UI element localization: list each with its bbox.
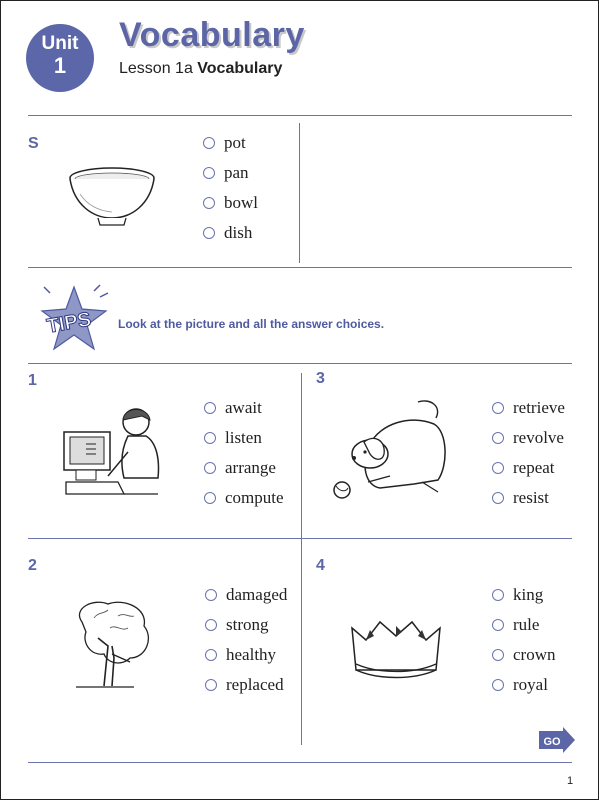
choices-4	[492, 580, 555, 700]
answer-bubble[interactable]	[492, 432, 504, 444]
choice-label: pot	[224, 133, 246, 152]
unit-number: 1	[53, 53, 67, 78]
go-label: GO	[543, 736, 561, 748]
boy-computer-picture	[62, 402, 162, 502]
answer-bubble[interactable]	[204, 432, 216, 444]
choice-label: retrieve	[513, 398, 565, 417]
choice-s-a[interactable]	[203, 128, 258, 158]
choice-label: compute	[225, 488, 284, 507]
unit-badge	[26, 24, 94, 92]
choice-3-a[interactable]	[492, 393, 565, 423]
answer-bubble[interactable]	[205, 619, 217, 631]
choices-s	[203, 128, 258, 248]
choice-1-d[interactable]	[204, 483, 284, 513]
choice-4-c[interactable]	[492, 640, 555, 670]
unit-label: Unit	[41, 33, 79, 54]
choice-label: await	[225, 398, 262, 417]
question-number-3: 3	[316, 370, 325, 387]
tips-star-icon	[30, 283, 112, 355]
choice-label: resist	[513, 488, 549, 507]
choice-3-b[interactable]	[492, 423, 565, 453]
answer-bubble[interactable]	[492, 679, 504, 691]
choice-1-c[interactable]	[204, 453, 284, 483]
answer-bubble[interactable]	[205, 649, 217, 661]
page-number: 1	[567, 775, 574, 787]
go-arrow-button[interactable]	[537, 727, 577, 753]
divider-center	[301, 373, 302, 745]
answer-bubble[interactable]	[492, 462, 504, 474]
answer-bubble[interactable]	[492, 619, 504, 631]
answer-bubble[interactable]	[492, 402, 504, 414]
choice-label: royal	[513, 675, 548, 694]
choice-label: bowl	[224, 193, 258, 212]
choice-label: replaced	[226, 675, 284, 694]
tips-badge-label: TIPS	[45, 308, 93, 338]
answer-bubble[interactable]	[204, 462, 216, 474]
answer-bubble[interactable]	[492, 589, 504, 601]
choice-label: pan	[224, 163, 249, 182]
choices-1	[204, 393, 284, 513]
choice-label: strong	[226, 615, 269, 634]
lesson-bold: Vocabulary	[197, 60, 283, 77]
divider-tips-bottom	[28, 363, 572, 364]
divider-middle	[28, 538, 572, 539]
choice-4-a[interactable]	[492, 580, 555, 610]
answer-bubble[interactable]	[203, 137, 215, 149]
choice-label: king	[513, 585, 544, 604]
broken-tree-picture	[68, 598, 158, 693]
question-number-s: S	[28, 135, 39, 152]
choice-label: listen	[225, 428, 262, 447]
answer-bubble[interactable]	[204, 402, 216, 414]
choice-label: damaged	[226, 585, 288, 604]
choice-label: healthy	[226, 645, 277, 664]
choice-2-d[interactable]	[205, 670, 287, 700]
answer-bubble[interactable]	[205, 589, 217, 601]
choice-3-d[interactable]	[492, 483, 565, 513]
puppy-picture	[330, 396, 455, 504]
answer-bubble[interactable]	[492, 649, 504, 661]
choice-1-a[interactable]	[204, 393, 284, 423]
choice-1-b[interactable]	[204, 423, 284, 453]
answer-bubble[interactable]	[205, 679, 217, 691]
answer-bubble[interactable]	[203, 167, 215, 179]
choice-4-b[interactable]	[492, 610, 555, 640]
page-title: Vocabulary	[119, 16, 305, 54]
choices-2	[205, 580, 287, 700]
crown-picture	[348, 614, 444, 684]
choice-4-d[interactable]	[492, 670, 555, 700]
lesson-prefix: Lesson 1a	[119, 60, 193, 77]
choice-label: dish	[224, 223, 253, 242]
lesson-subtitle	[119, 60, 282, 78]
bowl-picture	[66, 164, 158, 230]
answer-bubble[interactable]	[203, 197, 215, 209]
answer-bubble[interactable]	[203, 227, 215, 239]
choice-label: rule	[513, 615, 540, 634]
choice-2-b[interactable]	[205, 610, 287, 640]
choice-2-a[interactable]	[205, 580, 287, 610]
choice-s-d[interactable]	[203, 218, 258, 248]
question-number-1: 1	[28, 372, 37, 389]
choice-s-c[interactable]	[203, 188, 258, 218]
question-number-2: 2	[28, 557, 37, 574]
choices-3	[492, 393, 565, 513]
divider-bottom	[28, 762, 572, 763]
answer-bubble[interactable]	[204, 492, 216, 504]
divider-sample	[299, 123, 300, 263]
choice-label: repeat	[513, 458, 555, 477]
choice-2-c[interactable]	[205, 640, 287, 670]
choice-3-c[interactable]	[492, 453, 565, 483]
choice-label: crown	[513, 645, 556, 664]
question-number-4: 4	[316, 557, 325, 574]
answer-bubble[interactable]	[492, 492, 504, 504]
tips-text: Look at the picture and all the answer choices.	[118, 317, 385, 331]
choice-s-b[interactable]	[203, 158, 258, 188]
choice-label: revolve	[513, 428, 564, 447]
choice-label: arrange	[225, 458, 276, 477]
divider-top	[28, 115, 572, 116]
divider-tips-top	[28, 267, 572, 268]
